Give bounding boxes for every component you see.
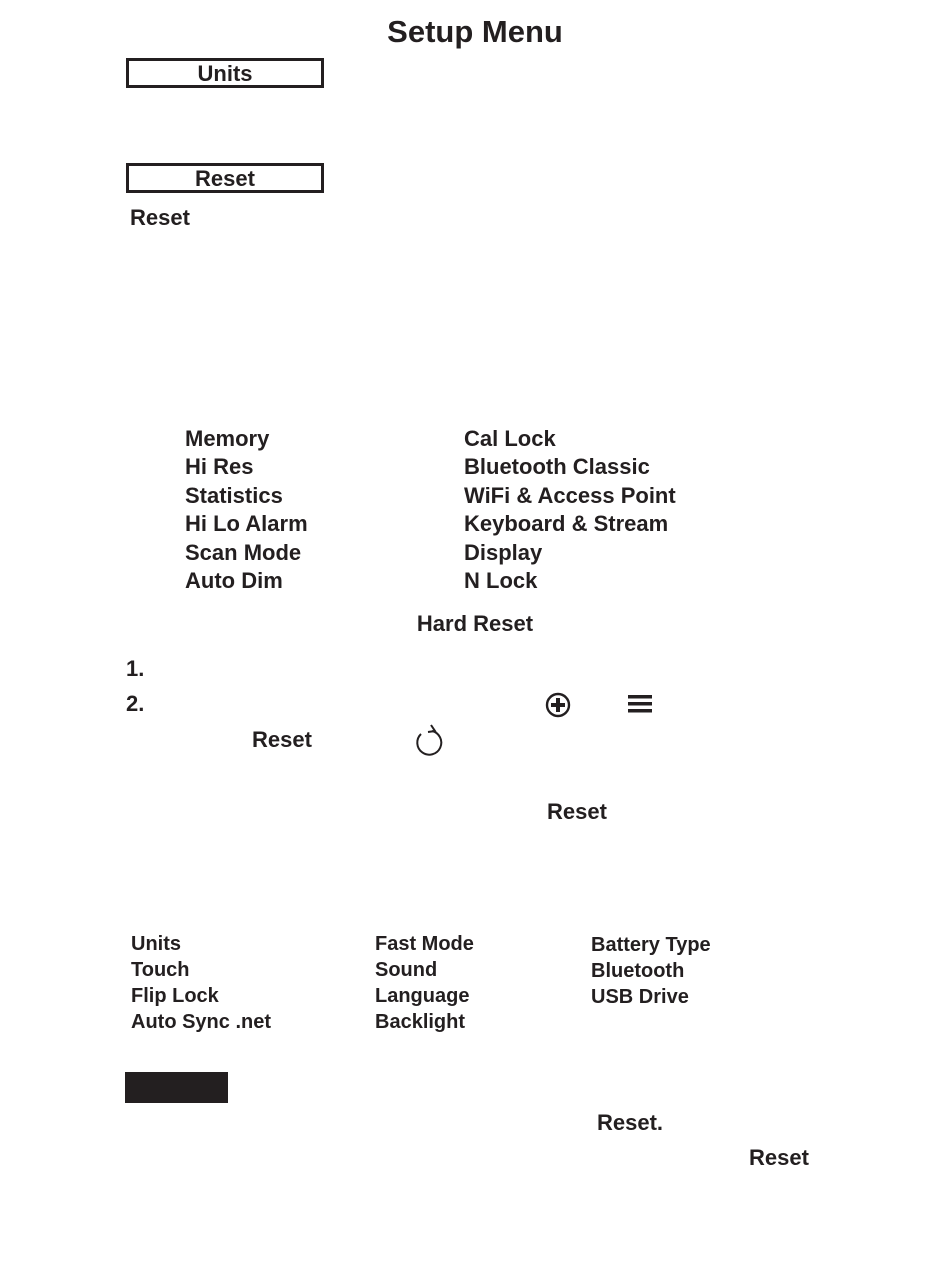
plus-circle-icon	[545, 692, 571, 718]
reset-dot-label: Reset.	[597, 1110, 664, 1135]
list-item: Auto Sync .net	[131, 1011, 272, 1033]
list-item: Language	[375, 985, 470, 1007]
list-item: Sound	[375, 959, 438, 981]
step-number-2: 2.	[126, 691, 145, 716]
list-item: Backlight	[375, 1011, 466, 1033]
soft-reset-list-left	[185, 425, 308, 595]
reset-label-2: Reset	[547, 799, 607, 824]
reset-label: Reset	[130, 205, 190, 230]
reset-last-label: Reset	[749, 1145, 809, 1170]
list-item: Scan Mode	[185, 539, 302, 565]
list-item: Flip Lock	[131, 985, 219, 1007]
list-item: Keyboard & Stream	[464, 511, 669, 537]
hard-reset-list-col2	[375, 931, 474, 1035]
menu-icon	[628, 695, 652, 713]
list-item: N Lock	[464, 567, 538, 593]
list-item: USB Drive	[591, 986, 689, 1008]
page-title: Setup Menu	[387, 14, 563, 49]
list-item: Bluetooth Classic	[464, 454, 650, 480]
list-item: Hi Res	[185, 454, 254, 480]
list-item: Bluetooth	[591, 960, 685, 982]
list-item: Cal Lock	[464, 426, 556, 451]
list-item: WiFi & Access Point	[464, 482, 676, 508]
list-item: Battery Type	[591, 934, 711, 956]
soft-reset-list-right	[464, 425, 676, 595]
list-item: Auto Dim	[185, 567, 283, 593]
list-item: Units	[131, 933, 181, 955]
black-bar	[125, 1072, 228, 1103]
list-item: Statistics	[185, 482, 283, 508]
list-item: Memory	[185, 426, 270, 451]
list-item: Fast Mode	[375, 933, 474, 955]
hard-reset-list-col3	[591, 932, 711, 1010]
reset-heading-box: Reset	[126, 163, 324, 193]
step2-reset-label: Reset	[252, 727, 312, 752]
reset-arrow-icon	[413, 722, 447, 758]
list-item: Hi Lo Alarm	[185, 511, 308, 537]
list-item: Display	[464, 539, 543, 565]
hard-reset-list-col1	[131, 931, 271, 1035]
hard-reset-heading: Hard Reset	[416, 611, 534, 636]
step-number-1: 1.	[126, 656, 145, 681]
units-heading-box: Units	[126, 58, 324, 88]
list-item: Touch	[131, 959, 190, 981]
